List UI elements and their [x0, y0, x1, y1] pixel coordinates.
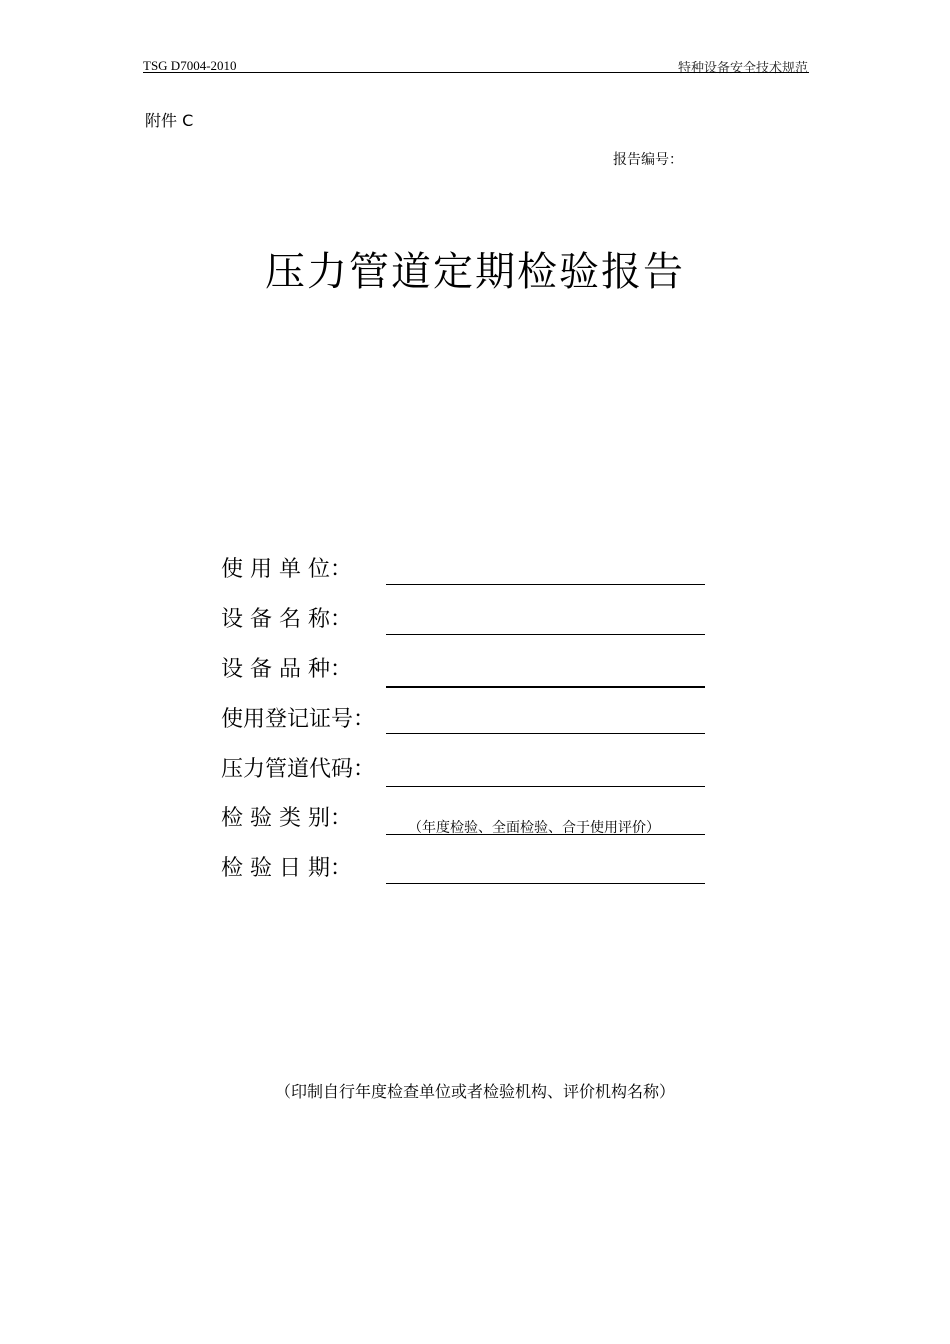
field-line-equipment-name[interactable] [386, 634, 705, 635]
field-label-equipment-name: 设 备 名 称： [221, 607, 352, 632]
header-category: 特种设备安全技术规范 [677, 61, 808, 76]
field-line-inspection-date[interactable] [386, 883, 705, 884]
field-line-pipeline-code[interactable] [386, 786, 705, 787]
field-label-equipment-type: 设 备 品 种： [221, 657, 352, 682]
attachment-label: 附件 C [145, 111, 194, 130]
report-title: 压力管道定期检验报告 [265, 249, 685, 295]
field-label-user-unit: 使 用 单 位： [221, 557, 352, 582]
field-line-equipment-type[interactable] [386, 686, 705, 688]
header-divider [143, 72, 809, 73]
footer-note: （印制自行年度检查单位或者检验机构、评价机构名称） [274, 1082, 675, 1101]
field-line-registration-no[interactable] [386, 733, 705, 734]
report-number-label: 报告编号： [613, 152, 683, 168]
field-label-registration-no: 使用登记证号： [221, 707, 376, 732]
field-line-inspection-type[interactable] [386, 834, 705, 835]
header-code: TSG D7004-2010 [143, 58, 237, 73]
field-line-user-unit[interactable] [386, 584, 705, 585]
field-label-pipeline-code: 压力管道代码： [221, 757, 376, 782]
field-label-inspection-date: 检 验 日 期： [221, 856, 352, 881]
inspection-type-hint: （年度检验、全面检验、合于使用评价） [408, 820, 660, 836]
field-label-inspection-type: 检 验 类 别： [221, 806, 352, 831]
